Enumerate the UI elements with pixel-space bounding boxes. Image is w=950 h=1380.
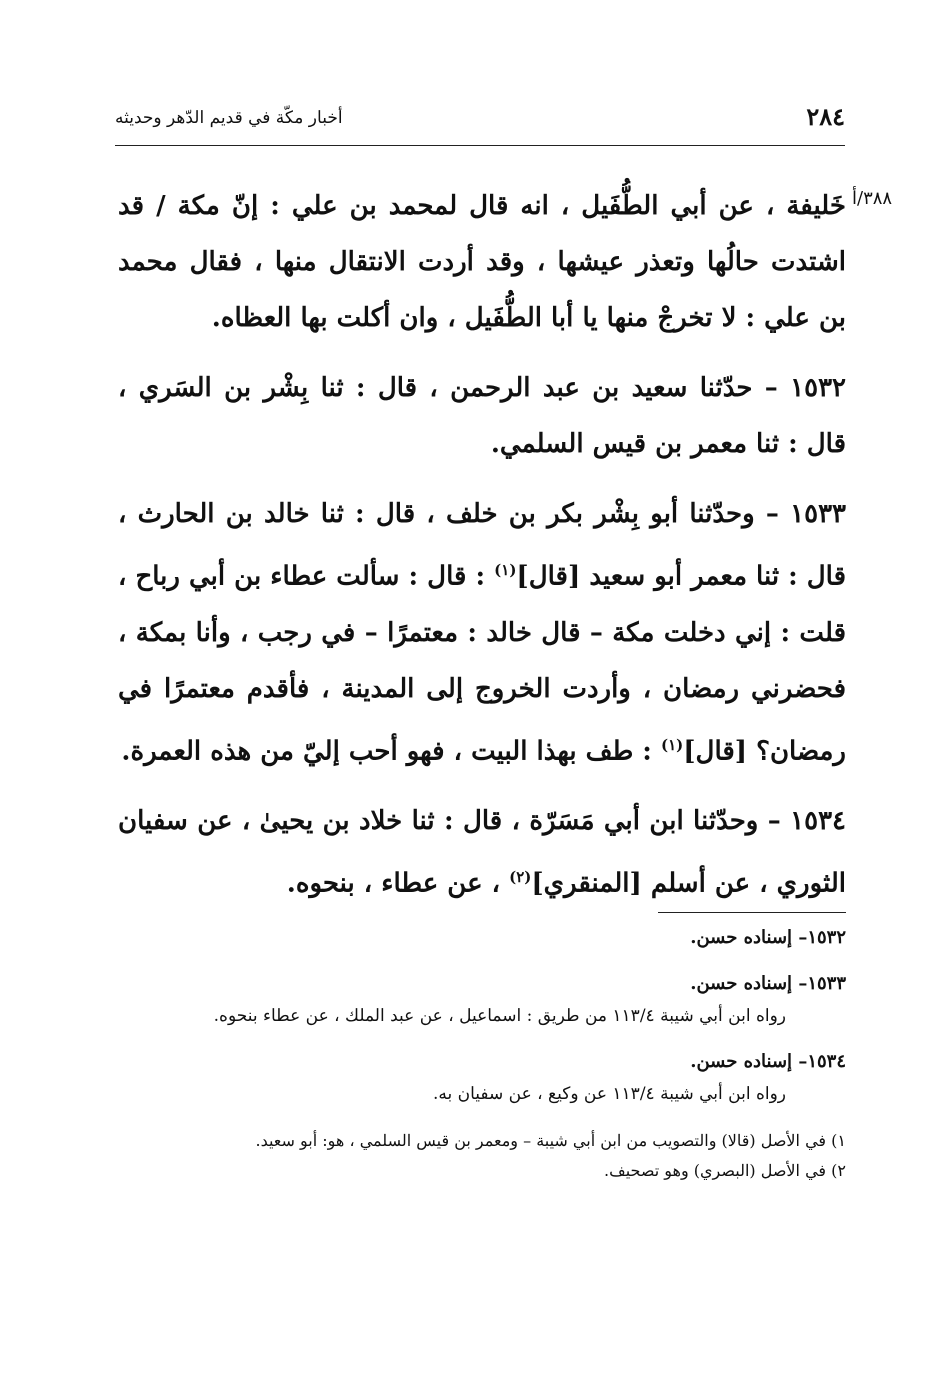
header-divider [115,145,845,146]
note-1534 [118,1046,846,1110]
hadith-1534 [118,793,846,912]
footnote-marker[interactable]: (١) [494,561,517,579]
footnotes [118,1126,846,1186]
footnote-marker[interactable]: (١) [660,735,684,754]
main-text [118,178,846,926]
note-head: ١٥٣٣– إسناده حسن. [690,973,846,994]
paragraph-text: ١٥٣٣ – وحدّثنا أبو بِشْر بكر بن خلف ، قال : ثنا خالد بن الحارث ، قال : ثنا معمر أبو سعيد [قال] [118,499,846,592]
note-body: رواه ابن أبي شيبة ١١٣/٤ من طريق : اسماعيل ، عن عبد الملك ، عن عطاء بنحوه. [213,1006,786,1026]
paragraph-text: : قال : سألت عطاء بن أبي رباح ، قلت : إني دخلت مكة – قال خالد : معتمرًا – في رجب ، وأنا بمكة ، فحضرني رمضان ، وأردت الخروج إلى المدينة ، فأقدم معتمرًا في رمضان؟ [قال] [118,561,846,767]
paragraph-text: خَليفة ، عن أبي الطُّفَيل ، انه قال لمحمد بن علي : إنّ مكة / قد اشتدت حالُها وتعذر عيشها ، وقد أردت الانتقال منها ، فقال محمد بن علي : لا تخرجْ منها يا أبا الطُّفَيل ، وان أكلت بها العظاه. [118,191,846,333]
note-body: رواه ابن أبي شيبة ١١٣/٤ عن وكيع ، عن سفيان به. [432,1084,786,1104]
note-head: ١٥٣٤– إسناده حسن. [690,1051,846,1072]
note-1532 [118,922,846,954]
note-head: ١٥٣٢– إسناده حسن. [690,927,846,948]
note-1533 [118,968,846,1032]
paragraph-text: : طف بهذا البيت ، فهو أحب إليّ من هذه العمرة. [121,736,661,767]
notes-divider [658,912,846,913]
footnote-marker[interactable]: (٢) [509,868,532,887]
hadith-1533 [118,486,846,779]
paragraph-text: ١٥٣٢ – حدّثنا سعيد بن عبد الرحمن ، قال : ثنا بِشْر بن السَري ، قال : ثنا معمر بن قيس السلمي. [118,373,846,459]
paragraph-continuation [118,178,846,346]
page-header [115,100,845,140]
footnote-2: ٢) في الأصل (البصري) وهو تصحيف. [604,1161,846,1180]
hadith-1532 [118,360,846,472]
footnote-1: ١) في الأصل (قالا) والتصويب من ابن أبي شيبة – ومعمر بن قيس السلمي ، هو: أبو سعيد. [255,1131,846,1150]
running-title: أخبار مكّة في قديم الدّهر وحديثه [115,108,343,128]
page-number: ٢٨٤ [806,102,845,131]
manuscript-folio-reference: ٣٨٨/أ [852,188,893,209]
paragraph-text: ، عن عطاء ، بنحوه. [286,868,510,899]
paragraph-text: ١٥٣٤ – وحدّثنا ابن أبي مَسَرّة ، قال : ثنا خلاد بن يحيىٰ ، عن سفيان الثوري ، عن أسلم [المنقري] [118,806,846,899]
commentary-notes [118,922,846,1186]
